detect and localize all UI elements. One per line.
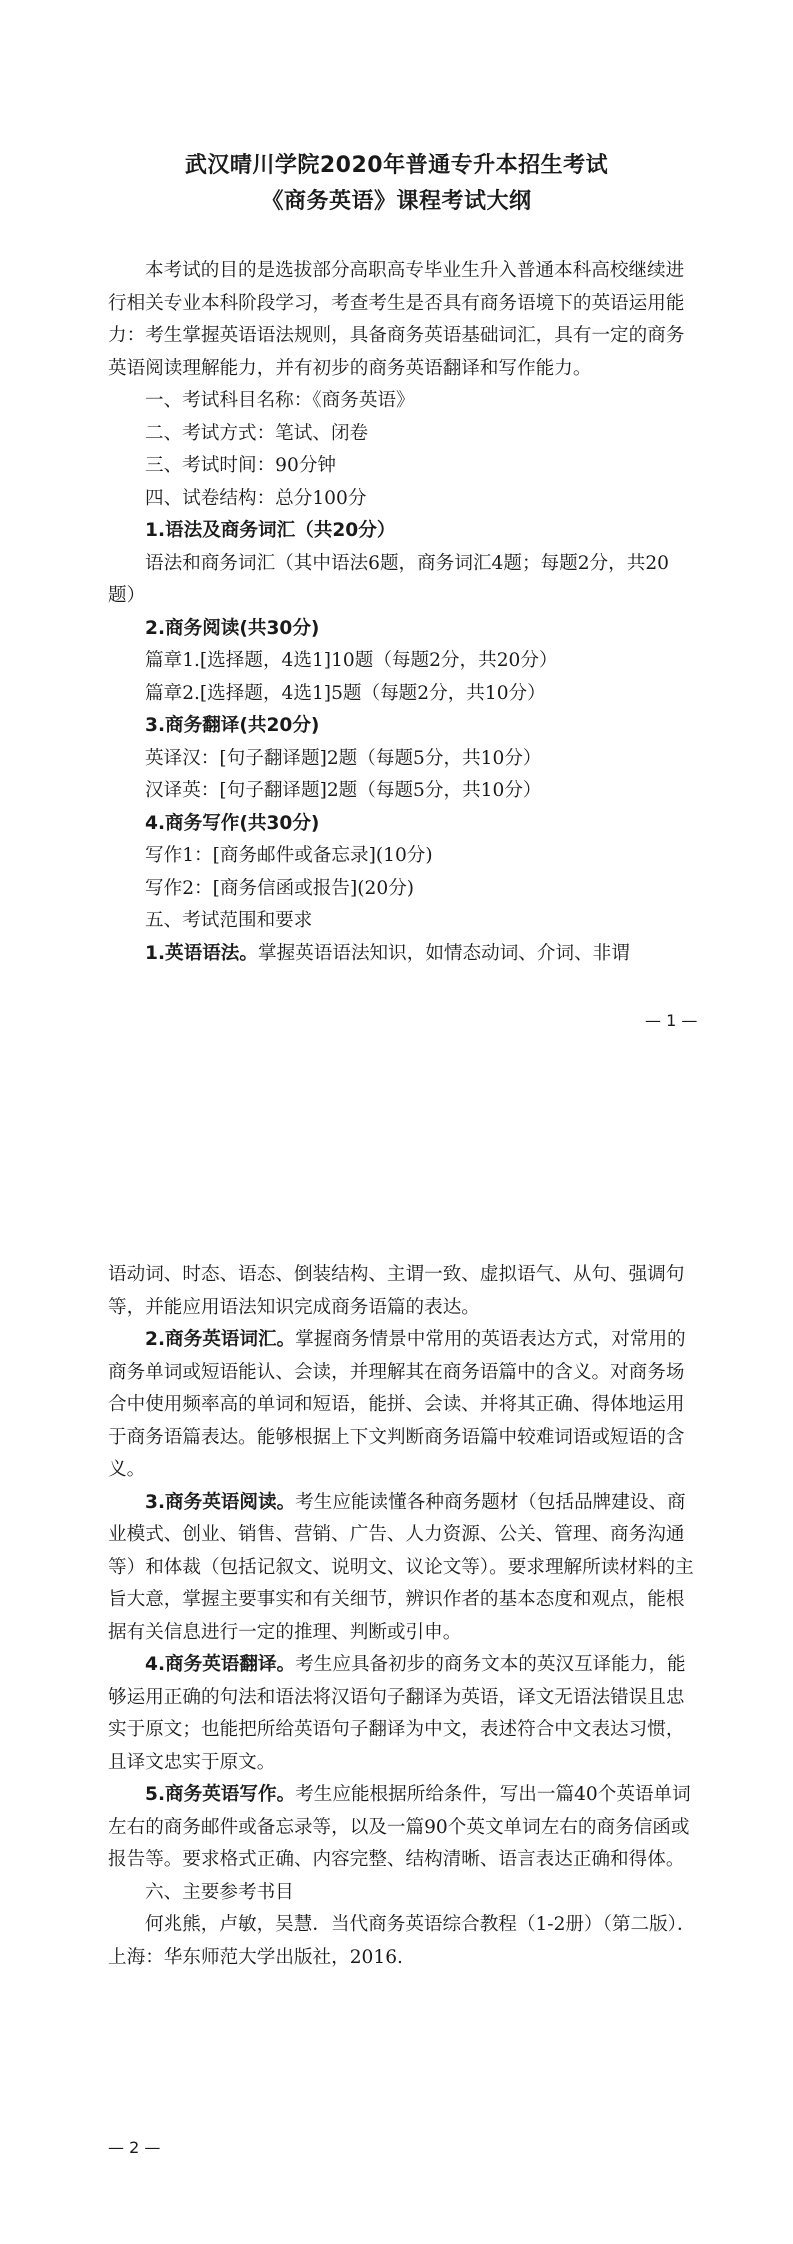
requirement-2-label: 2.商务英语词汇。	[145, 1329, 296, 1350]
part-4-line-1: 写作1：[商务邮件或备忘录](10分)	[145, 845, 433, 866]
intro-paragraph: 本考试的目的是选拔部分高职高专毕业生升入普通本科高校继续进行相关专业本科阶段学习，考查考生是否具有商务语境下的英语运用能力：考生掌握英语语法规则，具备商务英语基础词汇，具有一定的商务英语阅读理解能力，并有初步的商务英语翻译和写作能力。	[108, 260, 685, 379]
requirement-5-text: 考生应能根据所给条件，写出一篇40个英语单词左右的商务邮件或备忘录等，以及一篇90个英文单词左右的商务信函或报告等。要求格式正确、内容完整、结构清晰、语言表达正确和得体。	[108, 1784, 691, 1870]
page-2-body	[108, 1259, 696, 1974]
requirement-4	[108, 1649, 696, 1779]
reference-entry: 何兆熊，卢敏，吴慧．当代商务英语综合教程（1-2册）（第二版）．上海：华东师范大学出版社，2016.	[108, 1914, 696, 1968]
requirement-4-label: 4.商务英语翻译。	[145, 1654, 296, 1675]
document-title: 武汉晴川学院2020年普通专升本招生考试	[184, 153, 609, 178]
page-number-1: — 1 —	[645, 1011, 698, 1030]
part-1-text: 语法和商务词汇（其中语法6题，商务词汇4题；每题2分，共20题）	[108, 552, 669, 606]
part-1-heading: 1.语法及商务词汇（共20分）	[145, 520, 396, 541]
part-3-line-1: 英译汉：[句子翻译题]2题（每题5分，共10分）	[145, 747, 542, 769]
requirement-2-text: 掌握商务情景中常用的英语表达方式，对常用的商务单词或短语能认、会读，并理解其在商务语篇中的含义。对商务场合中使用频率高的单词和短语，能拼、会读、并将其正确、得体地运用于商务语篇表达。能够根据上下文判断商务语篇中较难词语或短语的含义。	[108, 1329, 686, 1480]
requirement-5	[108, 1779, 696, 1877]
section-exam-time: 三、考试时间：90分钟	[145, 455, 337, 476]
requirement-1-start	[108, 938, 696, 971]
part-3-line-2: 汉译英：[句子翻译题]2题（每题5分，共10分）	[145, 780, 542, 801]
part-3-heading: 3.商务翻译(共20分)	[145, 715, 320, 736]
section-exam-method: 二、考试方式：笔试、闭卷	[145, 422, 369, 444]
part-2-heading: 2.商务阅读(共30分)	[145, 617, 320, 639]
section-scope-requirements: 五、考试范围和要求	[145, 910, 313, 931]
section-paper-structure: 四、试卷结构：总分100分	[145, 487, 367, 509]
requirement-2	[108, 1324, 696, 1487]
part-4-line-2: 写作2：[商务信函或报告](20分)	[145, 877, 415, 899]
part-4-heading: 4.商务写作(共30分)	[145, 812, 320, 834]
document-subtitle: 《商务英语》课程考试大纲	[261, 189, 532, 214]
section-subject-name: 一、考试科目名称：《商务英语》	[145, 390, 415, 411]
requirement-1-label: 1.英语语法。	[145, 942, 258, 964]
section-references: 六、主要参考书目	[145, 1881, 294, 1903]
requirement-4-text: 考生应具备初步的商务文本的英汉互译能力，能够运用正确的句法和语法将汉语句子翻译为英语，译文无语法错误且忠实于原文；也能把所给英语句子翻译为中文，表述符合中文表达习惯，且译文忠实于原文。	[108, 1654, 686, 1773]
requirement-3-label: 3.商务英语阅读。	[145, 1491, 296, 1513]
requirement-5-label: 5.商务英语写作。	[145, 1784, 296, 1805]
document-page-1	[0, 0, 793, 1085]
page-1-body	[108, 255, 696, 970]
part-2-line-2: 篇章2.[选择题，4选1]5题（每题2分，共10分）	[145, 682, 546, 704]
requirement-1-text-start: 掌握英语语法知识，如情态动词、介词、非谓	[257, 942, 630, 964]
page-number-2: — 2 —	[108, 2138, 161, 2157]
part-2-line-1: 篇章1.[选择题，4选1]10题（每题2分，共20分）	[145, 650, 558, 671]
requirement-3	[108, 1487, 696, 1650]
requirement-3-text: 考生应能读懂各种商务题材（包括品牌建设、商业模式、创业、销售、营销、广告、人力资源、公关、管理、商务沟通等）和体裁（包括记叙文、说明文、议论文等）。要求理解所读材料的主旨大意，掌握主要事实和有关细节，辨识作者的基本态度和观点，能根据有关信息进行一定的推理、判断或引申。	[108, 1491, 694, 1643]
requirement-1-text-continued: 语动词、时态、语态、倒装结构、主谓一致、虚拟语气、从句、强调句等，并能应用语法知识完成商务语篇的表达。	[108, 1264, 685, 1318]
